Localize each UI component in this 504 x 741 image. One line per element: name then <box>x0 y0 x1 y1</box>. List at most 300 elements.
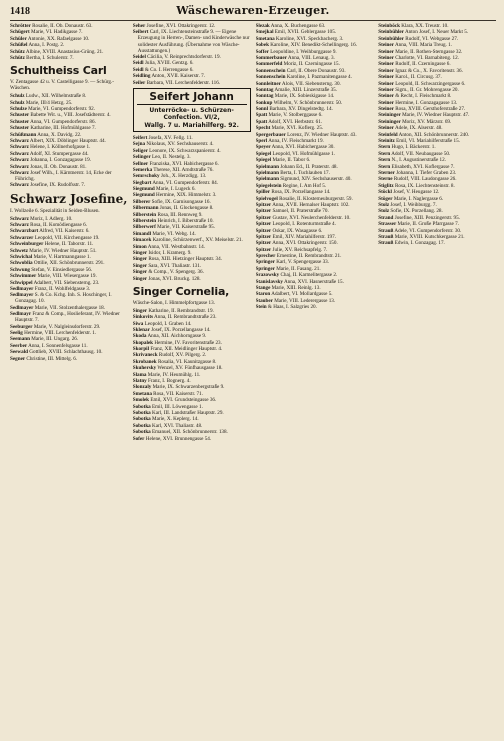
entry-name: Sedlmayr <box>10 311 32 318</box>
directory-entry <box>378 81 496 87</box>
entry-details: Marie, V. Nalgleinsdorferstr. 29. <box>32 323 101 330</box>
entry-details: Anna, XVI. Ottakringerstr. 150. <box>271 240 338 247</box>
entry-name: Steinfeld <box>378 131 398 138</box>
directory-entry <box>256 93 374 99</box>
entry-name: Stolz <box>378 201 390 208</box>
directory-entry <box>256 68 374 74</box>
entry-details: Jonas, II. Ob. Donaustr. 81. <box>28 163 87 170</box>
entry-details: Johanna, I. Gonzagagasse 19. <box>28 157 91 164</box>
entry-name: Schwarz <box>10 137 29 144</box>
entry-name: Stange <box>255 285 271 292</box>
entry-name: Stern <box>378 150 391 157</box>
directory-entry <box>10 248 128 254</box>
directory-entry <box>256 164 374 170</box>
entry-name: Sobotka <box>132 422 151 429</box>
directory-entry <box>10 267 128 273</box>
entry-name: Sedlmayer <box>10 292 34 299</box>
entry-details: Alois, VII. Siebensterng. 30. <box>280 80 341 87</box>
directory-entry <box>133 384 251 390</box>
entry-name: Stauber <box>255 297 273 304</box>
directory-entry <box>133 397 251 403</box>
entry-details: Emil, XIV. Mariahilferstr. 197. <box>271 233 336 240</box>
entry-name: Schrötter <box>10 23 31 29</box>
directory-entry <box>10 182 128 188</box>
entry-details: Berta, I. Tuchlauben 17. <box>278 169 330 176</box>
directory-entry <box>10 280 128 286</box>
directory-entry <box>378 215 496 221</box>
directory-entry <box>133 436 251 442</box>
directory-entry <box>10 311 128 323</box>
entry-name: Spielmann <box>255 169 279 176</box>
entry-name: Schwarzer <box>10 234 34 241</box>
entry-name: Schwarz <box>10 221 29 228</box>
entry-name: Seibert <box>132 29 149 36</box>
directory-entry <box>133 80 251 86</box>
entry-name: Spitzer <box>255 201 272 208</box>
entry-details: Karoline, I. Pazmanitengasse 4. <box>285 74 352 81</box>
entry-details: Karoline, Schürzenwerf., XV. Meiselstr. 21. <box>151 237 243 244</box>
entry-name: Schwetz <box>10 247 28 254</box>
directory-entry <box>256 176 374 182</box>
entry-details: Samuel, II. Praterstraße 70. <box>271 208 329 215</box>
directory-entry <box>256 285 374 291</box>
directory-entry <box>10 305 128 311</box>
entry-details: Rosalie, II. Ob. Donaustr. 63. <box>30 23 93 29</box>
entry-name: Skopalek <box>132 339 154 346</box>
entry-name: Steiner <box>378 54 394 61</box>
directory-entry <box>378 93 496 99</box>
featured-details: V. Zentagasse 42 u. V. Castelligasse 9. — Schürg.-Wäschen. <box>10 79 114 92</box>
directory-entry <box>378 106 496 112</box>
entry-name: Sonkup <box>255 99 273 106</box>
directory-entry <box>256 144 374 150</box>
directory-entry <box>133 244 251 250</box>
directory-entry <box>378 74 496 80</box>
entry-details: Rudolf, XV. Pilgerg. 2. <box>157 352 207 359</box>
entry-details: Franz, I. Bognerg. 4. <box>146 378 191 385</box>
entry-name: Schüler <box>10 35 27 42</box>
entry-details: Franziska, XVI. Habichergasse 6. <box>148 160 219 167</box>
entry-details: Nikolaus, XV. Sechshauserstr. 4. <box>145 141 214 148</box>
entry-name: Schuster <box>10 112 30 119</box>
entry-name: Segner <box>10 355 26 362</box>
directory-entry <box>133 135 251 141</box>
entry-name: Seidl <box>132 60 144 67</box>
page-title: Wäschewaren-Erzeuger. <box>176 4 330 17</box>
directory-entry <box>10 112 128 118</box>
directory-entry <box>10 235 128 241</box>
directory-entry <box>133 154 251 160</box>
directory-entry <box>133 237 251 243</box>
entry-name: Seifert <box>132 134 148 141</box>
entry-details: Julia, XVIII. Gentzg. 6. <box>143 60 194 67</box>
entry-name: Springer <box>255 265 275 272</box>
entry-details: Marie, VI. Gumpendorferstr. 92. <box>26 106 96 113</box>
entry-details: Josef, V. Heugasse 12. <box>391 189 440 196</box>
entry-name: Sedlmayer <box>10 285 34 292</box>
entry-name: Steiner <box>378 93 394 100</box>
directory-entry <box>133 231 251 237</box>
directory-entry <box>378 132 496 138</box>
directory-entry <box>378 221 496 227</box>
directory-entry <box>378 119 496 125</box>
featured-details: I. Wollzeile 6. Spezialität in Seiden-Blusen. <box>10 207 100 214</box>
entry-name: Speyer <box>255 144 271 151</box>
entry-name: Sonnleitner <box>255 80 281 87</box>
directory-entry <box>378 228 496 234</box>
entry-name: Steiner <box>378 99 394 106</box>
entry-name: Steiner <box>378 86 394 93</box>
entry-name: Schütz <box>10 54 25 61</box>
directory-entry <box>378 151 496 157</box>
directory-entry <box>378 138 496 144</box>
entry-details: Rosa, XIII. Hietzinger Hauptstr. 34. <box>147 256 222 263</box>
directory-entry <box>10 170 128 182</box>
directory-entry <box>133 269 251 275</box>
entry-name: Smejkal <box>255 29 274 36</box>
ad-line: Wallg. 7 u. Mariahilferg. 92. <box>144 121 239 129</box>
entry-details: & Haas, I. Salzgries 20. <box>266 304 317 311</box>
directory-entry <box>133 224 251 230</box>
entry-details: Josef, IX. Porzellangasse 14. <box>149 326 211 333</box>
directory-entry <box>10 23 128 29</box>
directory-entry <box>133 73 251 79</box>
entry-name: Stern <box>378 163 391 170</box>
directory-entry <box>133 372 251 378</box>
entry-details: Ignaz & Co., X. Favoritenstr. 36. <box>393 67 463 74</box>
entry-details: Marie, II. Fasang. 21. <box>274 265 321 272</box>
entry-details: Gustav, XVI. Neulerchenfelderstr. 10. <box>271 214 351 221</box>
directory-entry <box>256 196 374 202</box>
ad-name: Seifert Johann <box>137 91 247 105</box>
entry-name: Skuhersky <box>132 365 157 372</box>
directory-column-1 <box>10 23 128 737</box>
entry-details: Antonie, XX. Rafaelgasse 10. <box>26 35 90 42</box>
directory-entry <box>133 416 251 422</box>
entry-details: Ottilie, XII. Schönbrunnerstr. 291. <box>32 260 105 267</box>
featured-name: Schwarz Josefine, <box>10 191 128 206</box>
entry-details: Bertha, I. Schulerstr. 7. <box>24 54 74 61</box>
entry-details: Julie, XV. Reichsapfelg. 7. <box>271 246 328 253</box>
directory-entry <box>256 208 374 214</box>
entry-details: Josefa, XV. Fellg. 11. <box>147 134 193 141</box>
entry-name: Schwichal <box>10 253 33 260</box>
entry-name: Simacek <box>132 237 152 244</box>
directory-entry <box>256 87 374 93</box>
entry-details: Franz, II. Wohlfeldgasse 3. <box>33 285 91 292</box>
directory-entry <box>256 247 374 253</box>
entry-details: Anton, XII. Schönbrunnerstr. 240. <box>397 131 470 138</box>
directory-entry <box>10 336 128 342</box>
entry-name: Siegbart <box>132 179 152 186</box>
directory-entry <box>256 221 374 227</box>
entry-name: Spitzer <box>255 240 272 247</box>
entry-details: Jonas, II. Glockengasse 8. <box>158 205 214 212</box>
entry-details: Marie, IX. Schwarzenbergstraße 9. <box>151 384 225 391</box>
entry-details: Rudolf, VIII. Laudongasse 26. <box>392 176 457 183</box>
entry-name: Seidel <box>132 54 146 61</box>
entry-name: Silberstein <box>132 211 157 218</box>
directory-entry <box>10 125 128 131</box>
entry-details: Sofie, IX. Porzellang. 28. <box>389 208 443 215</box>
entry-name: Spitzer <box>255 227 272 234</box>
directory-entry <box>378 36 496 42</box>
entry-name: Strauß <box>378 233 394 240</box>
entry-name: Sklenar <box>132 326 150 333</box>
advertisement-box <box>133 88 251 132</box>
directory-entry <box>133 180 251 186</box>
entry-name: Stein <box>255 304 267 311</box>
directory-entry <box>256 74 374 80</box>
entry-details: Rosa, IX. Porzellangasse 14. <box>270 189 331 196</box>
entry-details: Helene, II. Taborstr. 11. <box>43 241 94 248</box>
entry-details: Stefan, V. Einsiedlergasse 56. <box>30 266 93 273</box>
entry-name: Slama <box>132 371 147 378</box>
entry-details: Sofie, IX. Garnisongasse 16. <box>150 198 211 205</box>
directory-entry <box>378 29 496 35</box>
entry-name: Sommerbauer <box>255 54 287 61</box>
directory-entry <box>378 112 496 118</box>
entry-name: Schulz <box>10 99 25 106</box>
directory-entry <box>133 205 251 211</box>
directory-entry <box>133 256 251 262</box>
entry-details: & Co. I. Herrengasse 6. <box>143 66 194 73</box>
entry-details: Babette Wit. u., VIII. Josefstädterstr. 4. <box>29 112 111 119</box>
entry-details: Albine, XVIII. Anastasius-Grüng. 21. <box>24 48 104 55</box>
directory-entry <box>10 292 128 304</box>
entry-name: Spitzer <box>255 208 272 215</box>
directory-entry <box>133 192 251 198</box>
entry-name: Spatt <box>255 118 268 125</box>
directory-entry <box>10 100 128 106</box>
entry-name: Siwa <box>132 320 144 327</box>
entry-name: Spitzer <box>255 214 272 221</box>
entry-details: Anna, VI. Gumpendorferstr. 84. <box>151 179 219 186</box>
entry-name: Selinger <box>132 154 151 161</box>
directory-entry <box>256 61 374 67</box>
directory-entry <box>378 49 496 55</box>
entry-details: Gottlieb, XVIII. Schlachthausg. 10. <box>28 349 103 356</box>
entry-name: Singer <box>132 269 148 276</box>
entry-name: Sonntag <box>255 93 274 100</box>
entry-name: Seliger <box>132 147 148 154</box>
entry-name: Spitzer <box>255 246 272 253</box>
entry-name: Seelig <box>10 330 23 337</box>
entry-name: Steinböck <box>378 23 400 29</box>
entry-name: Spitzer <box>255 221 272 228</box>
entry-name: Specht <box>255 125 271 132</box>
entry-name: Seemann <box>10 336 30 343</box>
entry-name: Skoda <box>132 333 147 340</box>
entry-name: Steiner <box>378 48 394 55</box>
entry-details: Leopold, VI. Hofmühlgasse 1. <box>271 150 335 157</box>
directory-entry <box>378 68 496 74</box>
entry-name: Singer <box>132 249 148 256</box>
entry-name: Steiner <box>378 80 394 87</box>
entry-name: Sommerfeld <box>255 61 283 68</box>
entry-name: Steiner <box>378 42 394 49</box>
entry-name: Singer <box>132 262 148 269</box>
entry-details: Anna, XII. Aichhorngasse 9. <box>146 333 207 340</box>
directory-entry <box>256 234 374 240</box>
directory-entry <box>256 240 374 246</box>
directory-entry <box>256 112 374 118</box>
directory-entry <box>10 119 128 125</box>
entry-details: Marie, II. Rothen-Sterngasse 32. <box>393 48 463 55</box>
directory-entry <box>378 87 496 93</box>
directory-entry <box>10 273 128 279</box>
entry-name: Sobek <box>255 42 269 49</box>
directory-entry <box>133 327 251 333</box>
entry-details: Amalie, XIII. Linzerstraße 35. <box>273 86 338 93</box>
entry-name: Schütz <box>10 48 25 55</box>
directory-entry <box>10 216 128 222</box>
entry-name: Schwoblia <box>10 260 33 267</box>
entry-name: Stanislavsky <box>255 278 283 285</box>
directory-entry <box>133 410 251 416</box>
directory-entry <box>256 100 374 106</box>
directory-entry <box>378 144 496 150</box>
directory-entry <box>133 352 251 358</box>
entry-details: Charlotte, VI. Barnabiteng. 12. <box>393 54 459 61</box>
entry-details: Anna, VIII. Maria Treug. 1. <box>393 42 452 49</box>
entry-details: Leopold, I. Rotenturmstraße 4. <box>271 221 336 228</box>
entry-name: Spielvogel <box>255 195 278 202</box>
directory-entry <box>133 54 251 60</box>
entry-details: Barbara, VII. Lerchenfelderstr. 116. <box>145 79 221 86</box>
entry-details: Johanna, I. Tiefer Graben 23. <box>394 169 457 176</box>
entry-details: Hermine, VIII. Lerchenfelderstr. 1. <box>22 330 97 337</box>
entry-details: Edwin, I. Gonzagag. 17. <box>393 240 445 247</box>
entry-name: Schwarz <box>10 144 29 151</box>
entry-name: Skorpil <box>132 346 150 353</box>
entry-details: Lorenz, IV. Wiedner Hauptstr. 43. <box>285 131 357 138</box>
entry-details: Jonas, XVI. Bruckg. 128. <box>147 275 201 282</box>
entry-name: Schwarz <box>10 157 29 164</box>
entry-name: Sterne <box>378 176 393 183</box>
entry-details: Anna, VIII. Lenaug. 3. <box>286 54 335 61</box>
entry-name: Stern <box>378 144 391 151</box>
entry-name: Steiner <box>378 106 394 113</box>
entry-details: Franz, XII. Meidlinger Hauptstr. 4. <box>149 346 223 353</box>
entry-details: Marie, II. Tabor 6. <box>271 157 311 164</box>
entry-details: Christine, III. Mittelg. 6. <box>25 355 78 362</box>
entry-name: Schügert <box>10 29 30 36</box>
directory-entry <box>10 36 128 42</box>
directory-entry <box>256 29 374 35</box>
ad-line: Unterröcke- u. Schürzen-Confection. VI/2, <box>149 106 234 122</box>
entry-details: Karl, III. Landstraßer Hauptstr. 29. <box>150 409 224 416</box>
entry-details: Marie, V. Stolberggasse 6. <box>267 112 323 119</box>
entry-details: Leo, II. Nestelg. 3. <box>150 154 191 161</box>
directory-entry <box>133 365 251 371</box>
directory-entry <box>256 81 374 87</box>
directory-entry <box>378 240 496 246</box>
entry-details: Karoline, XVI. Speckbacherg. 3. <box>274 35 344 42</box>
entry-name: Stolz <box>378 208 390 215</box>
entry-details: Anna, I. Sonnenfelsgasse 11. <box>27 342 88 349</box>
entry-details: Marie, X. Keplerg. 14. <box>150 416 199 423</box>
directory-entry <box>378 183 496 189</box>
entry-details: Emil, VI. Mariahilferstraße 15. <box>394 138 460 145</box>
directory-entry <box>10 151 128 157</box>
directory-entry <box>256 298 374 304</box>
entry-name: Strasser <box>378 221 397 228</box>
entry-name: Spatt <box>255 112 268 119</box>
entry-name: Slatny <box>132 378 147 385</box>
entry-details: Marie, XVI. Koflerg. 25. <box>270 125 324 132</box>
entry-details: Adolf, XI. Stumpergasse 44. <box>28 150 89 157</box>
entry-details: Sigm., II. Gr. Mohrengasse 20. <box>393 86 459 93</box>
entry-name: Steinbühler <box>378 29 404 36</box>
directory-entry <box>256 106 374 112</box>
entry-details: Marie, IV. Heumühlg. 11. <box>146 371 201 378</box>
directory-entry <box>133 391 251 397</box>
entry-details: Marie, III/4 Hetzg. 25. <box>24 99 73 106</box>
directory-entry <box>133 67 251 73</box>
entry-details: Marie, VI. Hadikgasse 7. <box>29 29 83 36</box>
entry-details: Anna, XVI. Habichergasse 30. <box>270 144 335 151</box>
directory-entry <box>133 212 251 218</box>
entry-name: Steinitz <box>378 138 395 145</box>
entry-name: Spiller <box>255 189 271 196</box>
directory-entry <box>378 189 496 195</box>
entry-name: Schwippel <box>10 279 33 286</box>
entry-name: Stöger <box>378 195 393 202</box>
entry-details: Anna, I. Postg. 2. <box>27 42 65 49</box>
entry-details: Marie, VI. Webg. 14. <box>151 230 196 237</box>
entry-details: Anton, XVII. Kaiserstr. 7. <box>150 73 206 80</box>
entry-name: Schuster <box>10 118 30 125</box>
directory-entry <box>256 42 374 48</box>
directory-entry <box>256 36 374 42</box>
entry-name: Seiler <box>132 79 146 86</box>
entry-name: Silberwerf <box>132 224 156 231</box>
entry-name: Schwarz <box>10 150 29 157</box>
directory-entry <box>256 272 374 278</box>
entry-details: Cäcilia, V. Reinprechtsdorferstr. 19. <box>145 54 221 61</box>
entry-details: Marie, VIII. Lederergasse 13. <box>272 297 336 304</box>
entry-name: Srazowsky <box>255 272 280 279</box>
directory-entry <box>133 199 251 205</box>
entry-details: Hermine, I. Gonzagagasse 13. <box>393 99 458 106</box>
entry-details: Klara, XX. Treustr. 10. <box>399 23 449 29</box>
entry-details: Katharine, III. Hofmühlgasse 7. <box>29 125 96 132</box>
entry-name: Sellner <box>132 160 149 167</box>
entry-name: Simandl <box>132 230 152 237</box>
entry-name: Steininger <box>378 112 401 119</box>
entry-details: Chaj, II. Karmelitergasse 2. <box>279 272 338 279</box>
entry-details: Anna, XVII. Hernalser Hauptstr. 102. <box>271 201 350 208</box>
entry-name: Schwarz <box>10 169 29 176</box>
entry-details: Moriz, XV. Märzstr. 69. <box>400 118 452 125</box>
entry-details: Marie, III. Ungarg. 26. <box>30 336 79 343</box>
entry-details: Rosa, XVIII. Gersthoferstraße 27. <box>393 106 466 113</box>
entry-details: Marie, VIII. Wiesergasse 19. <box>36 273 97 280</box>
entry-details: Karol., II. Circusg. 37. <box>393 74 442 81</box>
directory-entry <box>378 42 496 48</box>
entry-name: Singer <box>132 275 148 282</box>
entry-name: Schuster <box>10 125 30 132</box>
entry-details: Adalbert, VI. Mollardgasse 5. <box>270 291 333 298</box>
directory-entry <box>133 423 251 429</box>
entry-details: Josefine, XIII. Penzingerstr. 95. <box>393 214 460 221</box>
entry-name: Siegmund <box>132 192 155 199</box>
entry-details: Marie, VII. Kaiserstraße 95. <box>155 224 216 231</box>
page-header <box>10 4 496 21</box>
entry-details: Marie, I. Lugeck 6. <box>154 186 196 193</box>
entry-details: Josefine, XVI. Ottakringerstr. 12. <box>145 23 216 29</box>
